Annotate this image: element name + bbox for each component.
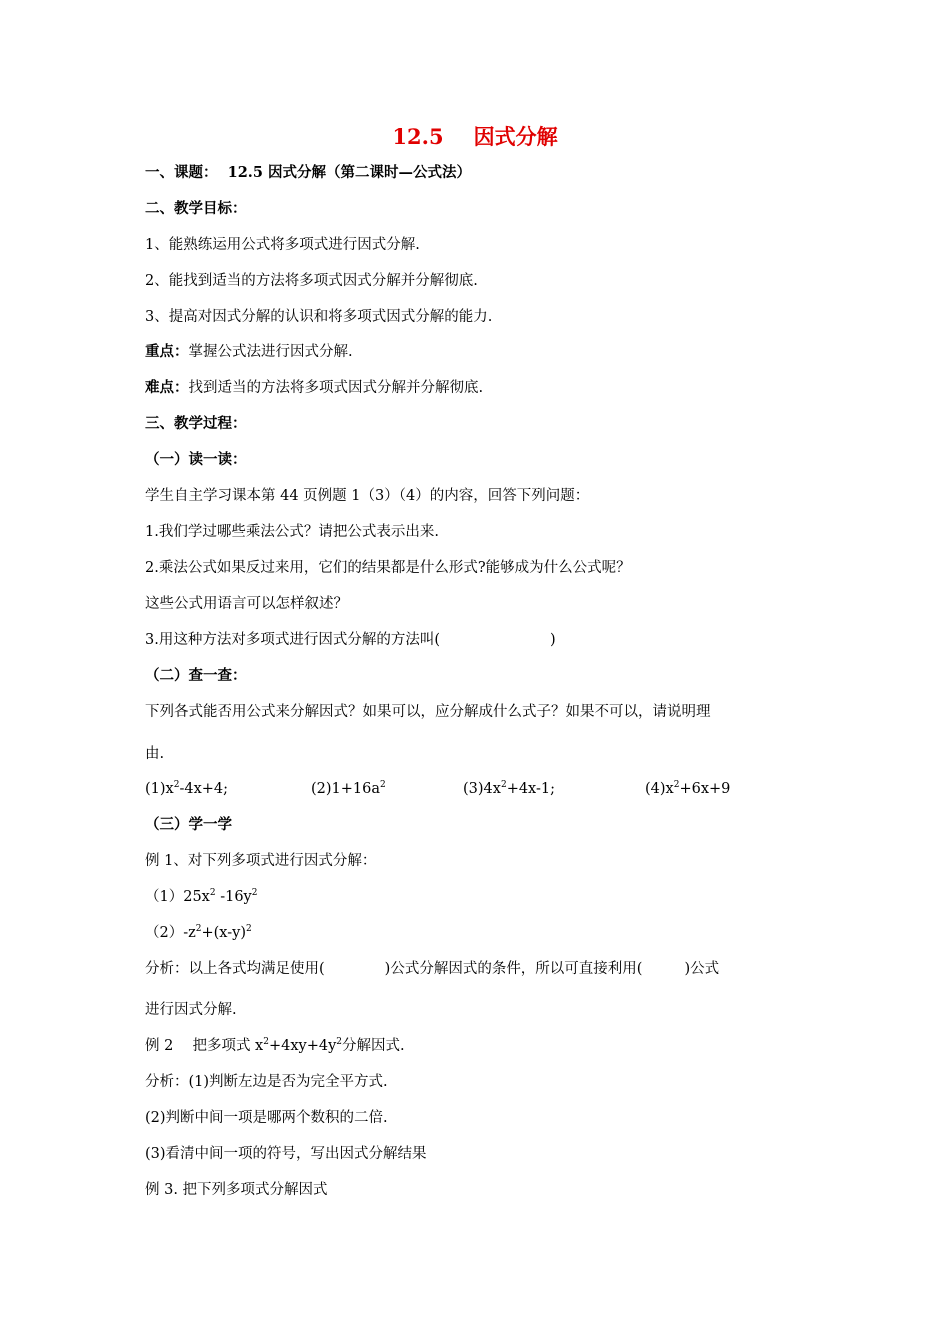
difficult-text: 找到适当的方法将多项式因式分解并分解彻底. (188, 380, 484, 396)
difficult-label: 难点： (145, 379, 189, 396)
difficult-point (145, 378, 483, 398)
analysis-1-part-a: 分析：以上各式均满足使用( (145, 961, 325, 977)
formula-3-rest: +4x-1; (506, 781, 555, 797)
key-text: 掌握公式法进行因式分解. (188, 344, 353, 360)
formula-4-base: (4)x (645, 781, 674, 797)
check-heading: （二）查一查： (145, 667, 247, 684)
ex2-part-c: 分解因式. (342, 1038, 405, 1054)
analysis-1-part-b: )公式分解因式的条件，所以可直接利用( (384, 961, 643, 977)
formula-3-base: (3)4x (463, 781, 501, 797)
read-intro: 学生自主学习课本第 44 页例题 1（3）（4）的内容，回答下列问题： (145, 488, 590, 504)
check-text: 下列各式能否用公式来分解因式？如果可以，应分解成什么式子？如果不可以，请说明理 (145, 704, 711, 720)
ex1-item1-part-a: （1）25x (145, 889, 210, 905)
question-1: 1.我们学过哪些乘法公式？请把公式表示出来. (145, 524, 439, 540)
ex1-item1-exp-2: 2 (251, 888, 258, 898)
question-2: 2.乘法公式如果反过来用，它们的结果都是什么形式?能够成为什么公式呢？ (145, 560, 631, 576)
formula-1-base: (1)x (145, 781, 174, 797)
formula-2-base: (2)1+16a (311, 781, 381, 797)
ex2-exp-2: 2 (336, 1037, 343, 1047)
formula-row (145, 779, 805, 799)
example-3: 例 3. 把下列多项式分解因式 (145, 1182, 328, 1198)
goal-2: 2、能找到适当的方法将多项式因式分解并分解彻底. (145, 273, 478, 289)
formula-1-exponent: 2 (173, 780, 180, 790)
example-1-item-1 (145, 887, 257, 907)
ex1-item2-exp-1: 2 (195, 924, 202, 934)
ex2-part-a: 例 2 把多项式 x (145, 1038, 264, 1054)
example-1-item-2 (145, 923, 252, 943)
title-number: 12.5 (392, 124, 444, 149)
formula-3-exponent: 2 (500, 780, 507, 790)
formula-3 (463, 779, 555, 799)
ex2-part-b: +4xy+4y (268, 1038, 337, 1054)
formula-4 (645, 779, 730, 799)
question-3-text: 3.用这种方法对多项式进行因式分解的方法叫( (145, 632, 440, 648)
formula-1-rest: -4x+4; (179, 781, 229, 797)
ex1-item2-part-b: +(x-y) (201, 925, 246, 941)
key-label: 重点： (145, 343, 189, 360)
formula-1 (145, 779, 228, 799)
goals-heading: 二、教学目标： (145, 200, 247, 217)
process-heading: 三、教学过程： (145, 415, 247, 432)
analysis-1 (145, 959, 719, 979)
goal-1: 1、能熟练运用公式将多项式进行因式分解. (145, 237, 420, 253)
learn-heading: （三）学一学 (145, 816, 232, 833)
formula-2 (311, 779, 386, 799)
topic-label: 一、课题： (145, 164, 218, 181)
topic-line (145, 163, 471, 183)
question-3 (145, 630, 556, 650)
topic-text: 12.5 因式分解（第二课时—公式法） (227, 164, 471, 181)
formula-4-rest: +6x+9 (679, 781, 731, 797)
ex1-item2-part-a: （2）-z (145, 925, 196, 941)
formula-2-exponent: 2 (380, 780, 386, 790)
ex1-item1-part-b: -16y (215, 889, 252, 905)
ex1-item2-exp-2: 2 (245, 924, 252, 934)
analysis-2-step-2: (2)判断中间一项是哪两个数积的二倍. (145, 1110, 388, 1126)
example-2 (145, 1036, 405, 1056)
key-point (145, 342, 353, 362)
analysis-2-step-1: 分析：(1)判断左边是否为完全平方式. (145, 1074, 388, 1090)
read-heading: （一）读一读： (145, 451, 247, 468)
analysis-1-part-c: )公式 (684, 961, 720, 977)
analysis-2-step-3: (3)看清中间一项的符号，写出因式分解结果 (145, 1146, 427, 1162)
ex1-item1-exp-1: 2 (209, 888, 216, 898)
question-3-close: ) (550, 632, 556, 648)
goal-3: 3、提高对因式分解的认识和将多项式因式分解的能力. (145, 309, 493, 325)
example-1-intro: 例 1、对下列多项式进行因式分解： (145, 853, 377, 869)
formula-4-exponent: 2 (673, 780, 680, 790)
ex2-exp-1: 2 (263, 1037, 269, 1047)
question-2-continued: 这些公式用语言可以怎样叙述？ (145, 596, 348, 612)
analysis-1-continued: 进行因式分解. (145, 1002, 237, 1018)
check-text-continued: 由. (145, 746, 165, 762)
page-title (0, 122, 950, 152)
title-text: 因式分解 (473, 124, 558, 149)
